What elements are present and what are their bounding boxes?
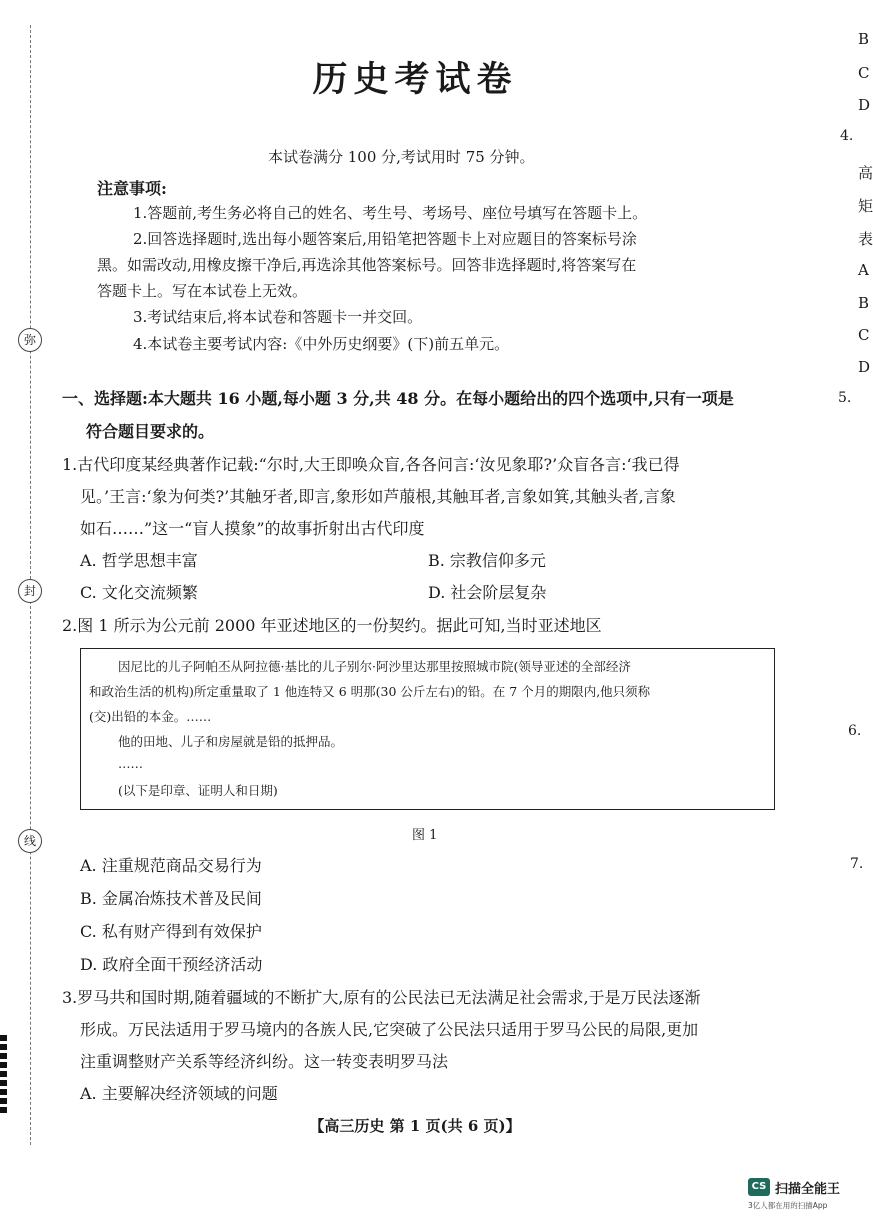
option-d: D. 社会阶层复杂 (428, 583, 547, 602)
right-edge-text: 矩 (858, 197, 873, 215)
notice-line: 1.答题前,考生务必将自己的姓名、考生号、考场号、座位号填写在答题卡上。 (133, 204, 648, 222)
section-heading-line2: 符合题目要求的。 (86, 422, 215, 441)
option-a: A. 注重规范商品交易行为 (80, 856, 262, 875)
option-b: B. 宗教信仰多元 (428, 551, 546, 570)
watermark-tagline: 3亿人都在用的扫描App (748, 1201, 828, 1210)
binding-barcode-mark (0, 1035, 7, 1115)
right-edge-text: A (858, 261, 869, 279)
notice-line: 3.考试结束后,将本试卷和答题卡一并交回。 (133, 308, 423, 326)
right-edge-number: 6. (848, 723, 862, 739)
right-edge-number: 4. (840, 128, 854, 144)
camscanner-logo-icon: CS (748, 1178, 770, 1196)
notice-line: 2.回答选择题时,选出每小题答案后,用铅笔把答题卡上对应题目的答案标号涂 (133, 230, 637, 248)
watermark-name: 扫描全能王 (775, 1182, 841, 1197)
option-c: C. 文化交流频繁 (80, 583, 198, 602)
right-edge-number: 7. (850, 856, 864, 872)
right-edge-text: C (858, 326, 870, 344)
question-stem-line: 注重调整财产关系等经济纠纷。这一转变表明罗马法 (80, 1052, 449, 1071)
question-stem-line: 2.图 1 所示为公元前 2000 年亚述地区的一份契约。据此可知,当时亚述地区 (62, 616, 602, 635)
option-a: A. 哲学思想丰富 (80, 551, 198, 570)
question-stem-line: 3.罗马共和国时期,随着疆域的不断扩大,原有的公民法已无法满足社会需求,于是万民法逐渐 (62, 988, 701, 1007)
right-edge-text: D (858, 358, 871, 376)
contract-line: (以下是印章、证明人和日期) (118, 783, 278, 798)
exam-title: 历史考试卷 (312, 59, 518, 100)
contract-figure-box (80, 648, 775, 810)
question-stem-line: 1.古代印度某经典著作记载:“尔时,大王即唤众盲,各各问言:‘汝见象耶?’众盲各言:‘我已得 (62, 455, 680, 474)
right-edge-text: B (858, 294, 870, 312)
contract-line: 因尼比的儿子阿帕丕从阿拉德·基比的儿子别尔·阿沙里达那里按照城市院(领导亚述的全部经济 (118, 659, 631, 674)
question-stem-line: 形成。万民法适用于罗马境内的各族人民,它突破了公民法只适用于罗马公民的局限,更加 (80, 1020, 699, 1039)
option-d: D. 政府全面干预经济活动 (80, 955, 263, 974)
seal-xian: 线 (18, 829, 42, 853)
contract-line: 和政治生活的机构)所定重量取了 1 他连特又 6 明那(30 公斤左右)的铅。在 7 个月的期限内,他只须称 (89, 684, 651, 699)
notice-heading: 注意事项: (97, 179, 167, 198)
right-edge-text: 高 (858, 164, 873, 182)
exam-subtitle: 本试卷满分 100 分,考试用时 75 分钟。 (268, 148, 535, 166)
option-a: A. 主要解决经济领域的问题 (80, 1084, 278, 1103)
seal-feng: 封 (18, 579, 42, 603)
contract-line: (交)出铅的本金。…… (89, 709, 212, 724)
page-footer: 【高三历史 第 1 页(共 6 页)】 (309, 1117, 521, 1135)
notice-line: 答题卡上。写在本试卷上无效。 (97, 282, 308, 300)
question-stem-line: 如石……”这一“盲人摸象”的故事折射出古代印度 (80, 519, 425, 538)
notice-line: 黑。如需改动,用橡皮擦干净后,再选涂其他答案标号。回答非选择题时,将答案写在 (97, 256, 637, 274)
figure-caption: 图 1 (412, 828, 438, 843)
question-stem-line: 见。’王言:‘象为何类?’其触牙者,即言,象形如芦菔根,其触耳者,言象如箕,其触头者,言象 (80, 487, 676, 506)
option-c: C. 私有财产得到有效保护 (80, 922, 262, 941)
right-edge-number: 5. (838, 390, 852, 406)
contract-line: 他的田地、儿子和房屋就是铅的抵押品。 (118, 734, 344, 749)
contract-line: …… (118, 756, 143, 771)
right-edge-text: B (858, 30, 870, 48)
right-edge-text: 表 (858, 230, 873, 248)
right-edge-text: C (858, 64, 870, 82)
seal-mi: 弥 (18, 328, 42, 352)
right-edge-text: D (858, 96, 871, 114)
option-b: B. 金属冶炼技术普及民间 (80, 889, 262, 908)
notice-line: 4.本试卷主要考试内容:《中外历史纲要》(下)前五单元。 (133, 335, 510, 353)
section-heading-line1: 一、选择题:本大题共 16 小题,每小题 3 分,共 48 分。在每小题给出的四个选项中,只有一项是 (62, 389, 734, 408)
